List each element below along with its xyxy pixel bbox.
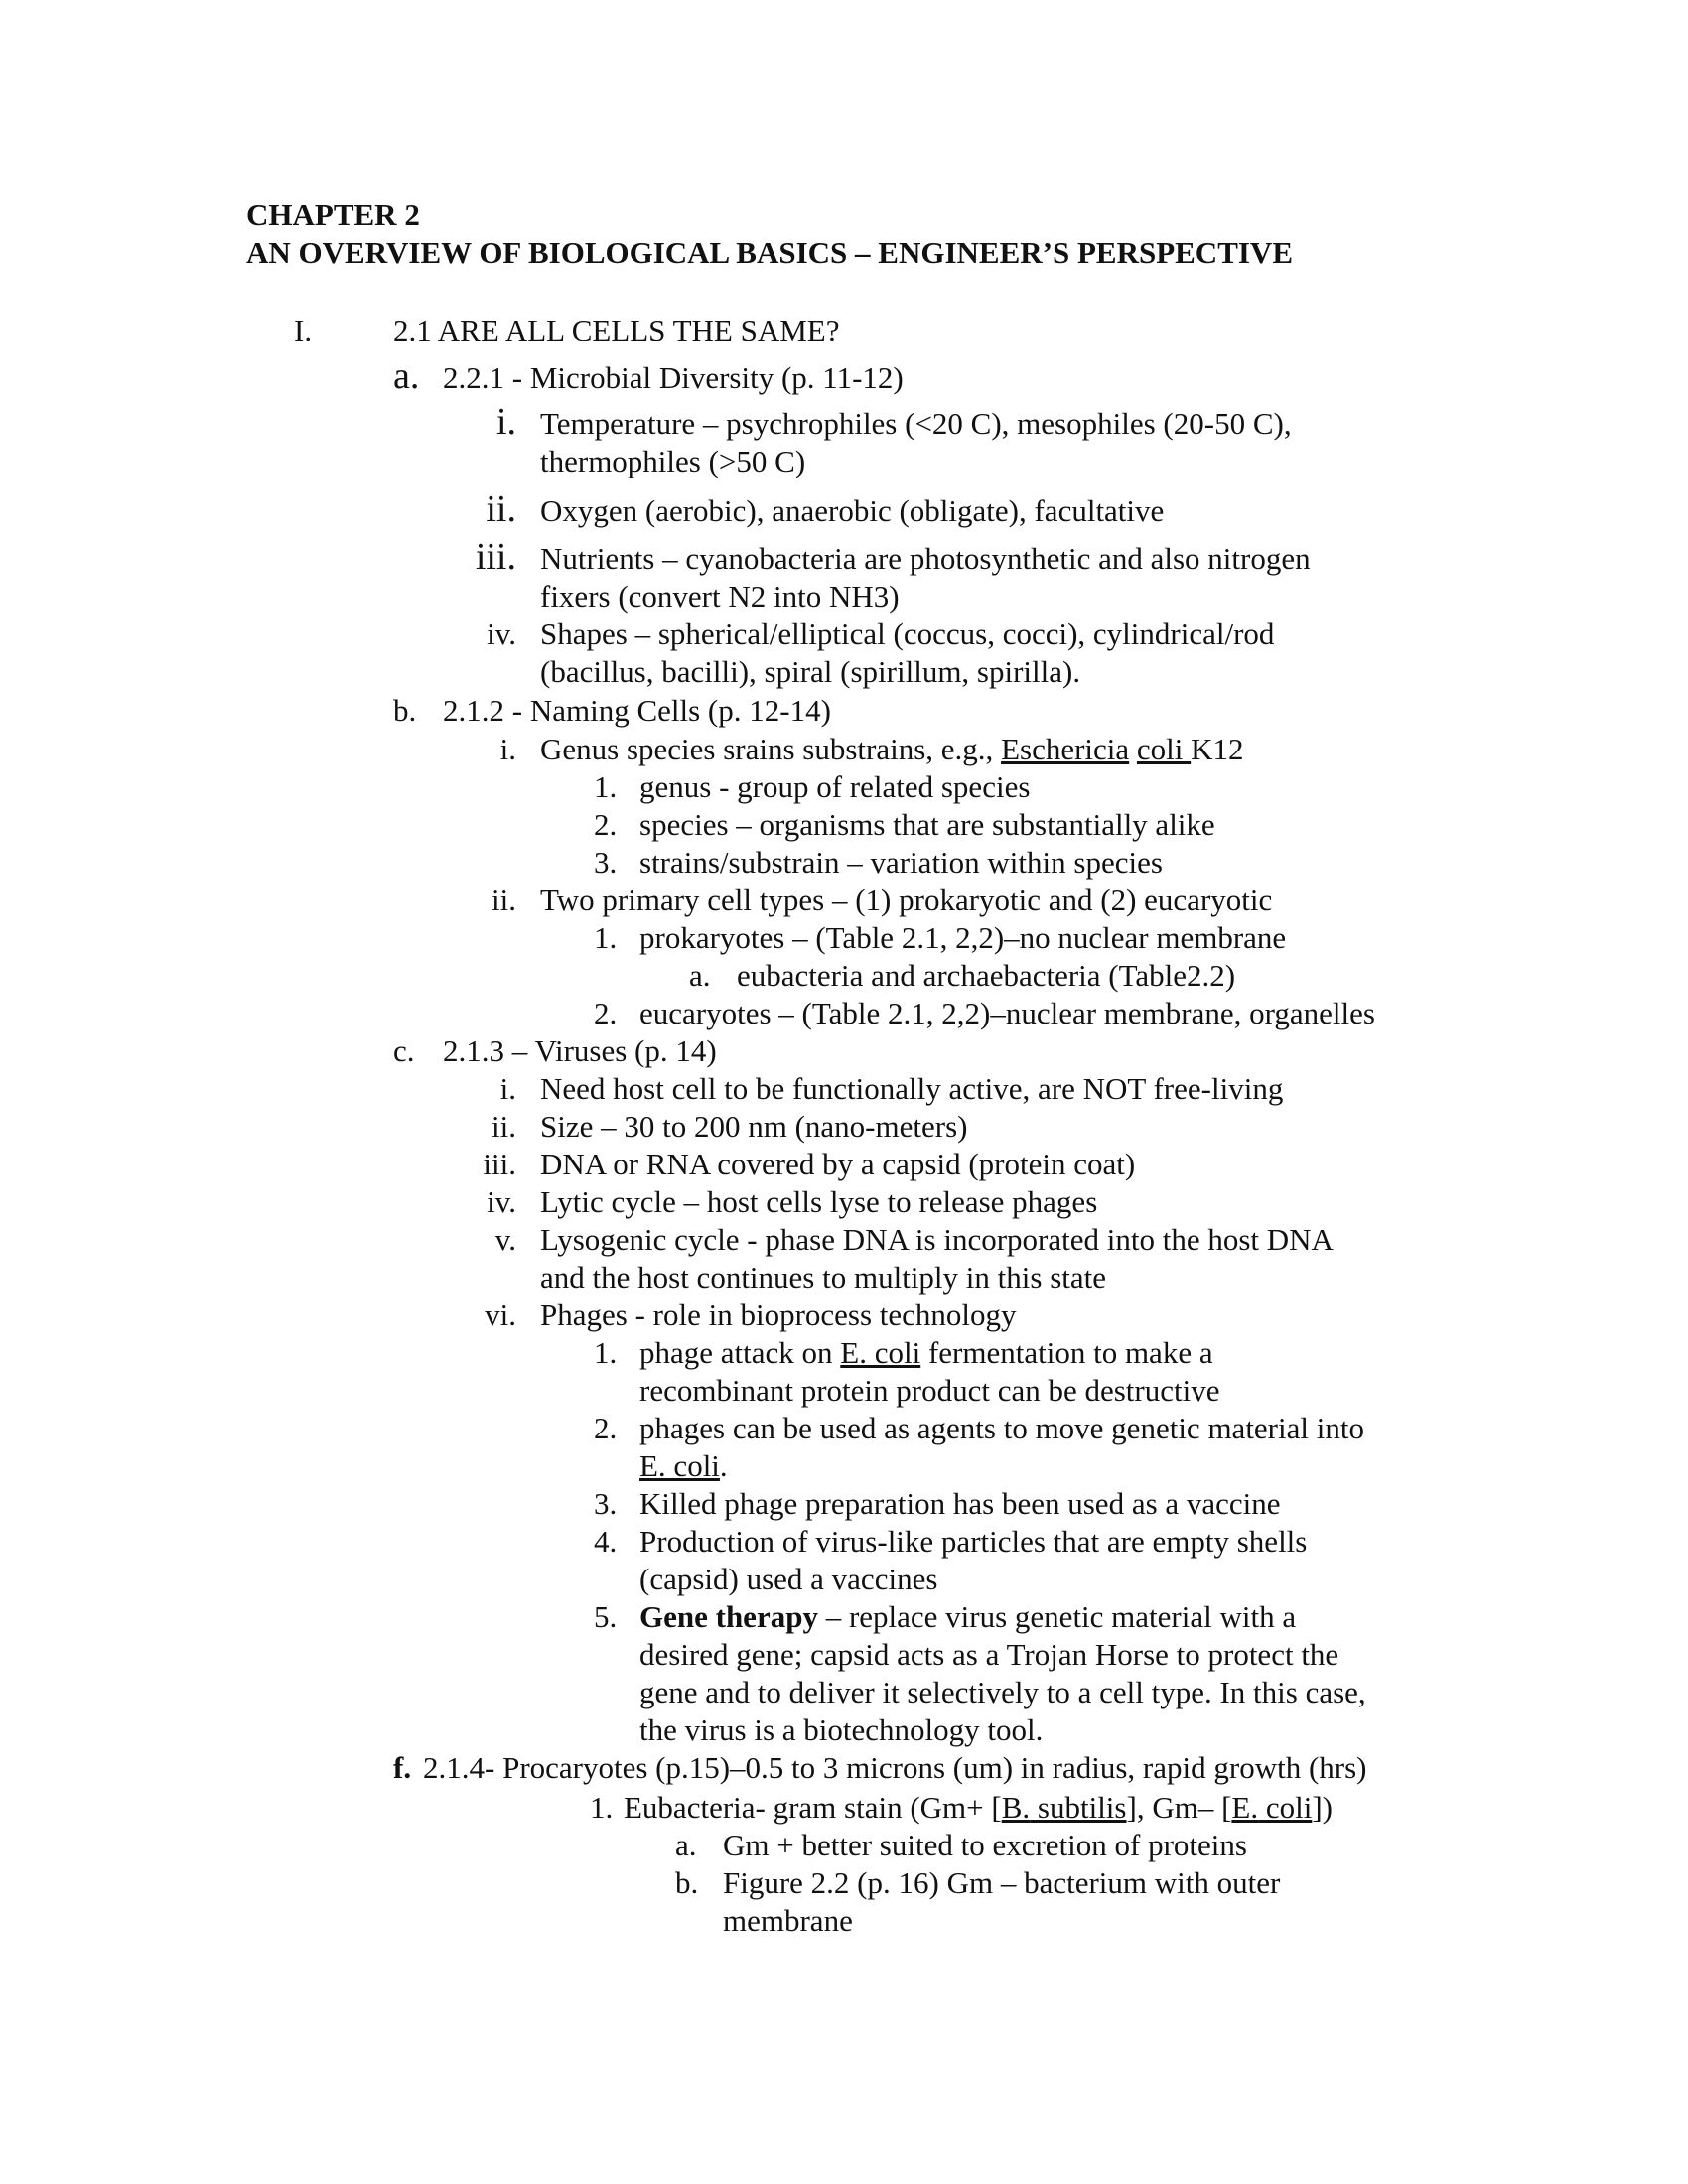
phage-2-marker: 2. xyxy=(594,1411,618,1445)
a-iii-line1: Nutrients – cyanobacteria are photosynthetic and also nitrogen xyxy=(540,541,1311,576)
f-1a-marker: a. xyxy=(675,1828,697,1862)
f-1-pre: Eubacteria- gram stain (Gm+ [ xyxy=(624,1790,1002,1825)
strain-name: K12 xyxy=(1191,732,1244,766)
phage-1-post: fermentation to make a xyxy=(920,1335,1213,1370)
item-a-title: 2.2.1 - Microbial Diversity (p. 11-12) xyxy=(443,360,904,395)
chapter-title: AN OVERVIEW OF BIOLOGICAL BASICS – ENGINEER’S PERSPECTIVE xyxy=(246,235,1293,270)
b-i-3-text: strains/substrain – variation within species xyxy=(639,845,1163,880)
bsubtilis-genus: B. xyxy=(1001,1790,1031,1825)
b-i-2-marker: 2. xyxy=(594,807,618,842)
f-1-mid: ], Gm– [ xyxy=(1126,1790,1232,1825)
c-ii-text: Size – 30 to 200 nm (nano-meters) xyxy=(540,1109,968,1144)
c-iii-text: DNA or RNA covered by a capsid (protein coat) xyxy=(540,1147,1136,1181)
c-v-line1: Lysogenic cycle - phase DNA is incorporated into the host DNA xyxy=(540,1222,1334,1257)
f-1b-line1: Figure 2.2 (p. 16) Gm – bacterium with outer xyxy=(723,1865,1281,1900)
a-iii-marker: iii. xyxy=(475,536,516,578)
phage-1-pre: phage attack on xyxy=(639,1335,841,1370)
a-iii-line2: fixers (convert N2 into NH3) xyxy=(540,579,900,614)
phage-5-marker: 5. xyxy=(594,1599,618,1634)
a-i-line2: thermophiles (>50 C) xyxy=(540,444,806,478)
b-ii-1-marker: 1. xyxy=(594,920,618,955)
a-i-marker: i. xyxy=(495,401,516,443)
c-i-marker: i. xyxy=(499,1071,516,1106)
f-1b-line2: membrane xyxy=(723,1903,853,1938)
b-i-1-text: genus - group of related species xyxy=(639,769,1031,804)
section-marker: I. xyxy=(294,313,313,347)
phage-3-line1: Killed phage preparation has been used as a vaccine xyxy=(639,1486,1281,1521)
phage-4-line1: Production of virus-like particles that are empty shells xyxy=(639,1524,1308,1559)
f-1b-marker: b. xyxy=(675,1865,699,1900)
species-name: coli xyxy=(1136,732,1192,766)
item-f-title: 2.1.4- Procaryotes (p.15)–0.5 to 3 microns (um) in radius, rapid growth (hrs) xyxy=(423,1750,1367,1785)
ecoli-species: coli xyxy=(1258,1790,1313,1825)
phage-4-line2: (capsid) used a vaccines xyxy=(639,1562,938,1596)
phage-1-line2: recombinant protein product can be destructive xyxy=(639,1373,1220,1408)
c-iii-marker: iii. xyxy=(483,1147,516,1181)
section-title: 2.1 ARE ALL CELLS THE SAME? xyxy=(393,313,840,347)
phage-3-marker: 3. xyxy=(594,1486,618,1521)
a-iv-line1: Shapes – spherical/elliptical (coccus, cocci), cylindrical/rod xyxy=(540,616,1275,651)
item-b-title: 2.1.2 - Naming Cells (p. 12-14) xyxy=(443,693,831,728)
b-ii-1a-marker: a. xyxy=(689,958,711,993)
phage-2-line1: phages can be used as agents to move genetic material into xyxy=(639,1411,1364,1445)
c-iv-text: Lytic cycle – host cells lyse to release phages xyxy=(540,1184,1098,1219)
item-f-marker: f. xyxy=(393,1750,412,1785)
chapter-label: CHAPTER 2 xyxy=(246,198,420,232)
f-1a-text: Gm + better suited to excretion of proteins xyxy=(723,1828,1247,1862)
phage-5-line1 xyxy=(639,1598,1296,1636)
ecoli-name: E. coli xyxy=(840,1335,921,1370)
f-1-post: ]) xyxy=(1312,1790,1333,1825)
b-i-1-marker: 1. xyxy=(594,769,618,804)
ecoli-genus: E. xyxy=(1231,1790,1259,1825)
a-iv-marker: iv. xyxy=(487,616,516,651)
c-i-text: Need host cell to be functionally active, are NOT free-living xyxy=(540,1071,1284,1106)
c-v-marker: v. xyxy=(494,1222,516,1257)
phage-2-post: . xyxy=(719,1448,728,1483)
b-i-3-marker: 3. xyxy=(594,845,618,880)
genus-name: Eschericia xyxy=(1001,732,1130,766)
item-c-title: 2.1.3 – Viruses (p. 14) xyxy=(443,1033,717,1068)
phage-5-rest: – replace virus genetic material with a xyxy=(817,1599,1297,1634)
b-ii-2-text: eucaryotes – (Table 2.1, 2,2)–nuclear membrane, organelles xyxy=(639,996,1375,1030)
phage-1-marker: 1. xyxy=(594,1335,618,1370)
c-ii-marker: ii. xyxy=(492,1109,516,1144)
phage-5-line4: the virus is a biotechnology tool. xyxy=(639,1712,1044,1747)
b-i-2-text: species – organisms that are substantially alike xyxy=(639,807,1215,842)
gene-therapy-term: Gene therapy xyxy=(639,1599,818,1634)
b-i-marker: i. xyxy=(499,732,516,766)
ecoli-name: E. coli xyxy=(639,1448,720,1483)
phage-5-line2: desired gene; capsid acts as a Trojan Horse to protect the xyxy=(639,1637,1339,1672)
item-a-marker: a. xyxy=(393,355,420,397)
f-1-line xyxy=(624,1789,1333,1827)
c-vi-text: Phages - role in bioprocess technology xyxy=(540,1297,1017,1332)
bsubtilis-species: subtilis xyxy=(1030,1790,1127,1825)
b-i-line xyxy=(540,731,1244,768)
c-iv-marker: iv. xyxy=(487,1184,516,1219)
b-ii-1a-text: eubacteria and archaebacteria (Table2.2) xyxy=(737,958,1236,993)
b-ii-marker: ii. xyxy=(492,883,516,917)
b-ii-text: Two primary cell types – (1) prokaryotic and (2) eucaryotic xyxy=(540,883,1273,917)
b-i-text: Genus species srains substrains, e.g., xyxy=(540,732,1002,766)
item-c-marker: c. xyxy=(393,1033,415,1068)
b-ii-1-text: prokaryotes – (Table 2.1, 2,2)–no nuclear membrane xyxy=(639,920,1287,955)
phage-5-line3: gene and to deliver it selectively to a cell type. In this case, xyxy=(639,1675,1366,1709)
b-ii-2-marker: 2. xyxy=(594,996,618,1030)
phage-1-line1 xyxy=(639,1334,1213,1372)
a-iv-line2: (bacillus, bacilli), spiral (spirillum, spirilla). xyxy=(540,654,1081,689)
phage-4-marker: 4. xyxy=(594,1524,618,1559)
a-ii-marker: ii. xyxy=(486,488,516,530)
c-v-line2: and the host continues to multiply in this state xyxy=(540,1260,1107,1295)
f-1-marker: 1. xyxy=(590,1790,614,1825)
phage-2-line2 xyxy=(639,1447,728,1485)
a-i-line1: Temperature – psychrophiles (<20 C), mesophiles (20-50 C), xyxy=(540,406,1292,441)
item-b-marker: b. xyxy=(393,693,417,728)
a-ii-line1: Oxygen (aerobic), anaerobic (obligate), facultative xyxy=(540,493,1165,528)
c-vi-marker: vi. xyxy=(485,1297,516,1332)
